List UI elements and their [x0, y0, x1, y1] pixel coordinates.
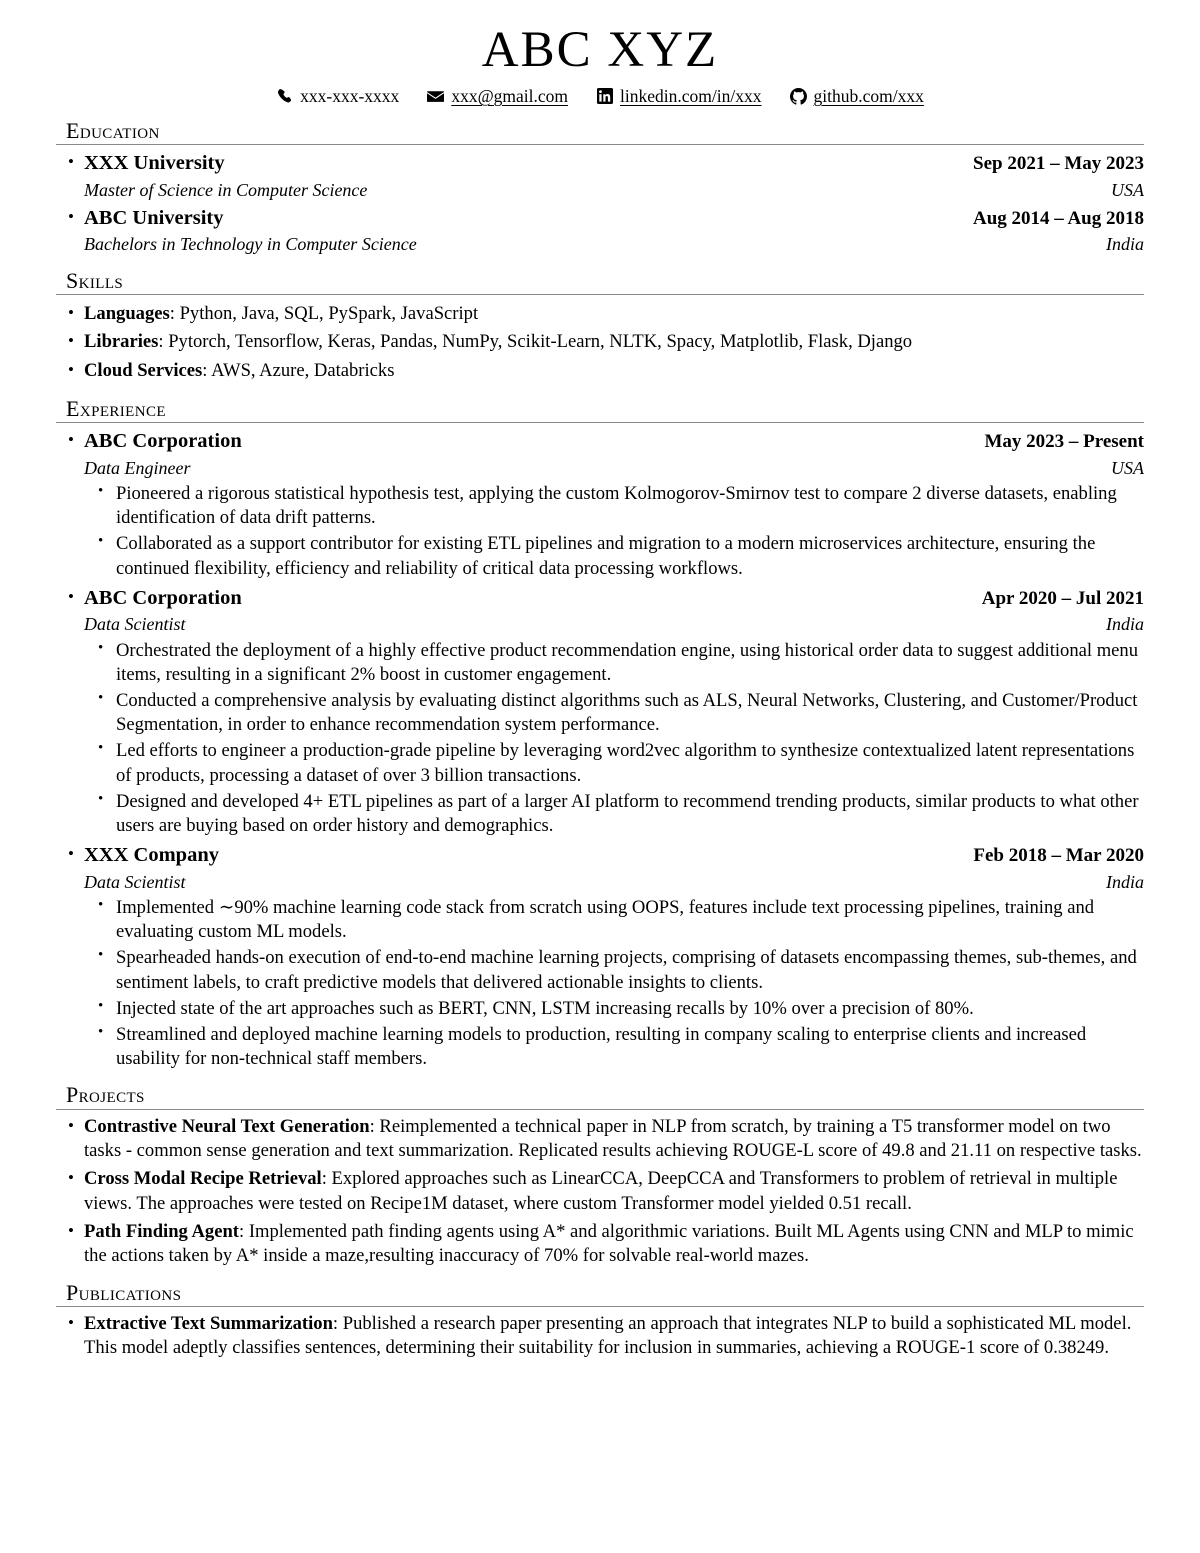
project-item — [56, 1115, 1144, 1164]
section-rule-skills — [56, 294, 1144, 295]
entry-head — [84, 428, 1144, 456]
entry-sub — [84, 456, 1144, 480]
education-list — [56, 150, 1144, 257]
project-title: Contrastive Neural Text Generation — [84, 1115, 370, 1137]
project-description: Explored approaches such as LinearCCA, DeepCCA and Transformers to problem of retrieval in multiple views. The approaches were tested on Recipe1M dataset, where custom Transformer model yielded 0.51 recall. — [84, 1168, 1118, 1214]
section-rule-projects — [56, 1109, 1144, 1110]
entry-date: Aug 2014 – Aug 2018 — [972, 207, 1144, 229]
skill-sep: : — [202, 359, 212, 381]
candidate-name: ABC XYZ — [481, 22, 719, 78]
publication-title: Extractive Text Summarization — [84, 1312, 333, 1334]
entry-sub — [84, 178, 1144, 202]
entry-sub — [84, 232, 1144, 256]
contact-email[interactable] — [427, 86, 568, 107]
entry-head — [84, 842, 1144, 870]
skill-label: Libraries — [84, 331, 159, 353]
experience-bullet: • Conducted a comprehensive analysis by evaluating distinct algorithms such as ALS, Neural Networks, Clustering, and Customer/Product Segmentation, in order to enhance recommendation system performance. — [84, 689, 1144, 737]
contact-github-text[interactable]: github.com/xxx — [813, 85, 924, 106]
contact-linkedin[interactable] — [596, 86, 761, 107]
experience-bullets — [84, 896, 1144, 1071]
experience-entry — [56, 585, 1144, 838]
skill-label: Cloud Services — [84, 359, 203, 381]
experience-bullet: • Implemented ∼90% machine learning code stack from scratch using OOPS, features include text processing pipelines, training and evaluating custom ML models. — [84, 896, 1144, 944]
skills-list — [56, 300, 1144, 385]
entry-head — [84, 205, 1144, 233]
project-sep: : — [321, 1168, 332, 1190]
skill-value: AWS, Azure, Databricks — [211, 359, 395, 381]
degree-name: Master of Science in Computer Science — [84, 179, 368, 200]
experience-bullet: • Orchestrated the deployment of a highly effective product recommendation engine, using historical order data to suggest additional menu items, resulting in a significant 2% boost in customer engagement. — [84, 639, 1144, 687]
contact-email-text[interactable]: xxx@gmail.com — [451, 85, 569, 106]
contact-phone-text: xxx-xxx-xxxx — [300, 85, 400, 106]
entry-sub — [84, 870, 1144, 894]
publication-sep: : — [332, 1312, 343, 1334]
contact-row — [56, 86, 1144, 107]
degree-name: Bachelors in Technology in Computer Science — [84, 234, 417, 255]
section-publications — [56, 1280, 1144, 1361]
skill-label: Languages — [84, 303, 170, 325]
experience-entry — [56, 842, 1144, 1071]
entry-location: India — [1106, 871, 1144, 892]
section-rule-publications — [56, 1306, 1144, 1307]
experience-bullet: • Collaborated as a support contributor for existing ETL pipelines and migration to a modern microservices architecture, ensuring the continued flexibility, efficiency and reliability of critical data processing workflows. — [84, 532, 1144, 580]
project-item — [56, 1220, 1144, 1269]
resume-header — [56, 24, 1144, 107]
experience-bullet: • Spearheaded hands-on execution of end-to-end machine learning projects, comprising of datasets encompassing themes, sub-themes, and sentiment labels, to craft predictive models that delivered actionable insights to clients. — [84, 946, 1144, 994]
section-rule-education — [56, 144, 1144, 145]
job-role: Data Scientist — [84, 614, 186, 635]
job-role: Data Engineer — [84, 457, 191, 478]
section-education — [56, 118, 1144, 257]
projects-list — [56, 1115, 1144, 1269]
project-item — [56, 1167, 1144, 1216]
project-sep: : — [369, 1115, 380, 1137]
experience-entry — [56, 428, 1144, 581]
project-description: Reimplemented a technical paper in NLP from scratch, by training a T5 transformer model on two tasks - common sense generation and text summarization. Replicated results achieving ROUGE-L score of 49.8 and 21.11 on respective tasks. — [84, 1115, 1142, 1161]
section-title-skills: Skills — [66, 267, 124, 293]
experience-bullets — [84, 482, 1144, 581]
contact-github[interactable] — [790, 86, 924, 107]
entry-date: Sep 2021 – May 2023 — [973, 152, 1144, 174]
section-title-publications: Publications — [66, 1279, 182, 1305]
institution-name: • XXX University — [84, 151, 225, 174]
experience-bullet: • Designed and developed 4+ ETL pipelines as part of a larger AI platform to recommend trending products, similar products to what other users are buying based on order history and demographics. — [84, 790, 1144, 838]
entry-location: India — [1106, 234, 1144, 255]
entry-head — [84, 585, 1144, 613]
entry-location: India — [1106, 614, 1144, 635]
skill-sep: : — [158, 331, 169, 353]
skill-sep: : — [169, 303, 180, 325]
institution-name: • ABC University — [84, 206, 224, 229]
phone-icon — [276, 88, 293, 105]
entry-head — [84, 150, 1144, 178]
entry-location: USA — [1111, 179, 1144, 200]
entry-date: Feb 2018 – Mar 2020 — [973, 845, 1144, 867]
project-title: Path Finding Agent — [84, 1220, 239, 1242]
project-sep: : — [238, 1220, 249, 1242]
entry-location: USA — [1111, 457, 1144, 478]
job-role: Data Scientist — [84, 871, 186, 892]
publication-item — [56, 1312, 1144, 1361]
skill-item — [56, 328, 1144, 356]
section-title-projects: Projects — [66, 1082, 145, 1108]
envelope-icon — [427, 88, 444, 105]
entry-sub — [84, 612, 1144, 636]
experience-bullets — [84, 639, 1144, 838]
skill-value: Pytorch, Tensorflow, Keras, Pandas, NumPy, Scikit-Learn, NLTK, Spacy, Matplotlib, Flask, Django — [168, 331, 913, 353]
skill-item — [56, 357, 1144, 385]
section-experience — [56, 396, 1144, 1071]
section-title-education: Education — [66, 117, 160, 143]
linkedin-icon — [596, 88, 613, 105]
experience-bullet: • Led efforts to engineer a production-grade pipeline by leveraging word2vec algorithm to synthesize contextualized latent representations of products, processing a dataset of over 3 billion transactions. — [84, 739, 1144, 787]
project-description: Implemented path finding agents using A* and algorithmic variations. Built ML Agents using CNN and MLP to mimic the actions taken by A* inside a maze,resulting inaccuracy of 70% for solvable real-world mazes. — [84, 1220, 1134, 1267]
experience-bullet: • Pioneered a rigorous statistical hypothesis test, applying the custom Kolmogorov-Smirnov test to compare 2 diverse datasets, enabling identification of data drift patterns. — [84, 482, 1144, 530]
experience-list — [56, 428, 1144, 1071]
skill-item — [56, 300, 1144, 328]
education-entry — [56, 150, 1144, 202]
experience-bullet: • Injected state of the art approaches such as BERT, CNN, LSTM increasing recalls by 10% over a precision of 80%. — [84, 997, 1144, 1021]
skill-value: Python, Java, SQL, PySpark, JavaScript — [179, 303, 479, 325]
entry-date: Apr 2020 – Jul 2021 — [981, 587, 1144, 609]
company-name: • ABC Corporation — [84, 586, 242, 609]
education-entry — [56, 205, 1144, 257]
section-rule-experience — [56, 422, 1144, 423]
company-name: • XXX Company — [84, 844, 219, 867]
github-icon — [790, 88, 807, 105]
publication-description: Published a research paper presenting an approach that integrates NLP to build a sophisticated ML model. This model adeptly classifies sentences, determining their suitability for inclusion in summaries, achieving a ROUGE-1 score of 0.38249. — [84, 1312, 1132, 1359]
publications-list — [56, 1312, 1144, 1361]
experience-bullet: • Streamlined and deployed machine learning models to production, resulting in company scaling to enterprise clients and increased usability for non-technical staff members. — [84, 1023, 1144, 1071]
contact-phone[interactable] — [276, 86, 399, 107]
section-title-experience: Experience — [66, 395, 166, 421]
section-projects — [56, 1082, 1144, 1268]
contact-linkedin-text[interactable]: linkedin.com/in/xxx — [620, 85, 762, 106]
section-skills — [56, 268, 1144, 385]
project-title: Cross Modal Recipe Retrieval — [84, 1168, 322, 1190]
entry-date: May 2023 – Present — [984, 431, 1144, 453]
company-name: • ABC Corporation — [84, 430, 242, 453]
